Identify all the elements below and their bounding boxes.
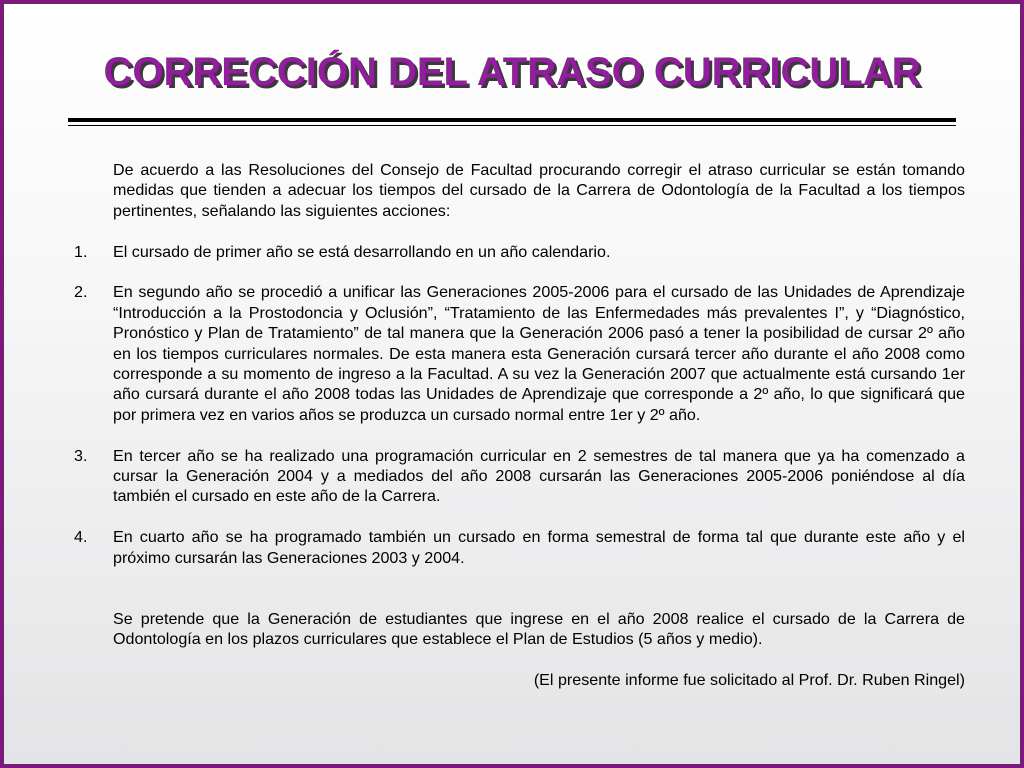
intro-paragraph: De acuerdo a las Resoluciones del Consejo de Facultad procurando corregir el atraso curricular se están tomando medidas que tienden a adecuar los tiempos del cursado de la Carrera de Odontología de la Facultad a los tiempos pertinentes, señalando las siguientes acciones: (113, 161, 965, 220)
list-item-text: En tercer año se ha realizado una programación curricular en 2 semestres de tal manera que ya ha comenzado a cursar la Generación 2004 y a mediados del año 2008 cursarán las Generaciones 2005-2006 poniéndose al día también el cursado en este año de la Carrera. (113, 446, 965, 506)
title-divider-thick (68, 118, 956, 122)
credit-wrap (68, 670, 965, 690)
list-item-text: En segundo año se procedió a unificar las Generaciones 2005-2006 para el cursado de las Unidades de Aprendizaje “Introducción a la Prostodoncia y Oclusión”, “Tratamiento de las Enfermedades más prevalentes I”, y “Diagnóstico, Pronóstico y Plan de Tratamiento” de tal manera que la Generación 2006 pasó a tener la posibilidad de cursar 2º año en los tiempos curriculares normales. De esta manera esta Generación cursará tercer año durante el año 2008 como corresponde a su momento de ingreso a la Facultad. A su vez la Generación 2007 que actualmente está cursando 1er año cursará durante el año 2008 todas las Unidades de Aprendizaje que corresponde a 2º año, lo que significará que por primera vez en varios años se produzca un cursado normal entre 1er y 2º año. (113, 283, 965, 424)
list-item-number: 2. (74, 283, 88, 302)
list-item-number: 1. (74, 242, 88, 261)
list-item-number: 3. (74, 446, 88, 465)
list-item-4 (68, 527, 965, 568)
slide-body (68, 160, 965, 690)
list-item-text: En cuarto año se ha programado también un cursado en forma semestral de forma tal que durante este año y el próximo cursarán las Generaciones 2003 y 2004. (113, 528, 965, 567)
slide-title: CORRECCIÓN DEL ATRASO CURRICULAR (103, 50, 921, 94)
title-divider-thin (68, 125, 956, 126)
list-item-2 (68, 282, 965, 425)
list-item-1 (68, 242, 965, 262)
list-item-text: El cursado de primer año se está desarrollando en un año calendario. (113, 242, 611, 261)
closing-paragraph: Se pretende que la Generación de estudiantes que ingrese en el año 2008 realice el cursado de la Carrera de Odontología en los plazos curriculares que establece el Plan de Estudios (5 años y medio). (113, 609, 965, 649)
list-item-3 (68, 446, 965, 507)
credit-note: (El presente informe fue solicitado al Prof. Dr. Ruben Ringel) (533, 671, 965, 690)
list-item-number: 4. (74, 528, 88, 547)
spacer (68, 588, 965, 608)
